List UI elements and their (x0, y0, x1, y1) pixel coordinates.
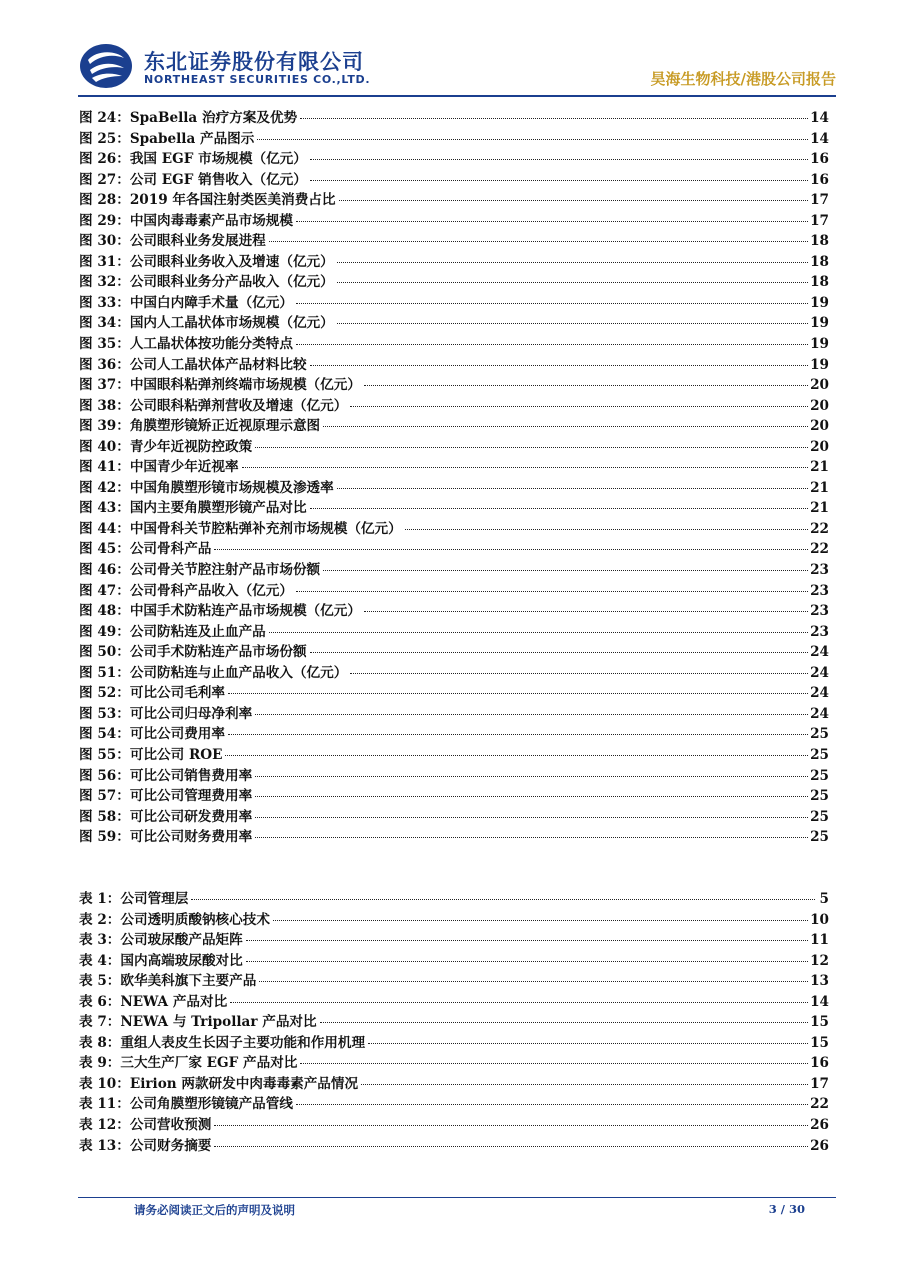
toc-entry-label: 表 12：公司营收预测 (79, 1117, 212, 1134)
dot-leader (228, 734, 808, 735)
toc-entry-page: 26 (810, 1117, 829, 1134)
toc-entry-label: 图 40：青少年近视防控政策 (79, 438, 253, 455)
dot-leader (255, 817, 808, 818)
table-index-list (79, 887, 829, 1154)
toc-entry-page: 15 (810, 1034, 829, 1051)
figure-index-entry[interactable] (79, 476, 829, 497)
dot-leader (255, 714, 808, 715)
toc-entry-page: 22 (810, 541, 829, 558)
toc-entry-label: 图 45：公司骨科产品 (79, 541, 212, 558)
toc-entry-page: 17 (810, 212, 829, 229)
company-name-en: NORTHEAST SECURITIES CO.,LTD. (144, 73, 371, 86)
figure-index-entry[interactable] (79, 661, 829, 682)
figure-index-entry[interactable] (79, 537, 829, 558)
table-index-entry[interactable] (79, 1051, 829, 1072)
toc-entry-label: 图 41：中国青少年近视率 (79, 459, 239, 476)
dot-leader (230, 1002, 808, 1003)
figure-index-entry[interactable] (79, 579, 829, 600)
figure-index-entry[interactable] (79, 620, 829, 641)
figure-index-entry[interactable] (79, 147, 829, 168)
dot-leader (300, 1063, 808, 1064)
toc-entry-label: 图 47：公司骨科产品收入（亿元） (79, 582, 293, 599)
dot-leader (323, 426, 808, 427)
toc-entry-label: 图 25：Spabella 产品图示 (79, 130, 255, 147)
toc-entry-label: 图 34：国内人工晶状体市场规模（亿元） (79, 315, 334, 332)
dot-leader (310, 159, 808, 160)
figure-index-entry[interactable] (79, 188, 829, 209)
toc-entry-label: 图 49：公司防粘连及止血产品 (79, 623, 266, 640)
toc-entry-page: 19 (810, 294, 829, 311)
toc-entry-label: 表 5：欧华美科旗下主要产品 (79, 973, 257, 990)
dot-leader (296, 303, 808, 304)
dot-leader (255, 447, 808, 448)
dot-leader (310, 652, 809, 653)
toc-entry-label: 表 4：国内高端玻尿酸对比 (79, 952, 243, 969)
toc-entry-label: 图 48：中国手术防粘连产品市场规模（亿元） (79, 603, 361, 620)
toc-entry-page: 24 (810, 685, 829, 702)
toc-entry-page: 21 (810, 479, 829, 496)
figure-index-entry[interactable] (79, 435, 829, 456)
dot-leader (255, 776, 808, 777)
dot-leader (259, 981, 808, 982)
toc-entry-label: 图 29：中国肉毒毒素产品市场规模 (79, 212, 293, 229)
toc-entry-page: 22 (810, 1096, 829, 1113)
disclaimer-note: 请务必阅读正文后的声明及说明 (134, 1203, 295, 1217)
figure-index-entry[interactable] (79, 496, 829, 517)
dot-leader (296, 1104, 808, 1105)
dot-leader (214, 1125, 808, 1126)
figure-index-entry[interactable] (79, 558, 829, 579)
dot-leader (310, 508, 809, 509)
toc-entry-page: 12 (810, 952, 829, 969)
toc-entry-label: 表 2：公司透明质酸钠核心技术 (79, 911, 270, 928)
toc-entry-page: 20 (810, 418, 829, 435)
dot-leader (296, 591, 808, 592)
figure-index-entry[interactable] (79, 291, 829, 312)
toc-entry-label: 表 13：公司财务摘要 (79, 1137, 212, 1154)
toc-entry-page: 19 (810, 315, 829, 332)
toc-entry-page: 20 (810, 377, 829, 394)
toc-entry-page: 25 (810, 726, 829, 743)
toc-entry-page: 18 (810, 274, 829, 291)
page-header (78, 42, 836, 94)
dot-leader (273, 920, 808, 921)
toc-entry-page: 19 (810, 336, 829, 353)
figure-index-entry[interactable] (79, 353, 829, 374)
figure-index-entry[interactable] (79, 455, 829, 476)
dot-leader (246, 940, 808, 941)
figure-index-entry[interactable] (79, 825, 829, 846)
toc-entry-label: 图 24：SpaBella 治疗方案及优势 (79, 110, 298, 126)
toc-entry-label: 表 6：NEWA 产品对比 (79, 993, 228, 1010)
toc-entry-page: 5 (819, 891, 829, 907)
toc-entry-label: 图 30：公司眼科业务发展进程 (79, 233, 266, 250)
toc-entry-page: 18 (810, 253, 829, 270)
toc-entry-label: 表 1：公司管理层 (79, 891, 189, 907)
toc-entry-label: 图 35：人工晶状体按功能分类特点 (79, 336, 293, 353)
toc-entry-label: 图 38：公司眼科粘弹剂营收及增速（亿元） (79, 397, 348, 414)
table-index-entry[interactable] (79, 1113, 829, 1134)
figure-index-entry[interactable] (79, 702, 829, 723)
toc-entry-page: 24 (810, 664, 829, 681)
dot-leader (246, 961, 808, 962)
toc-entry-page: 17 (810, 1075, 829, 1092)
dot-leader (364, 385, 808, 386)
toc-entry-page: 24 (810, 705, 829, 722)
toc-entry-page: 13 (810, 973, 829, 990)
dot-leader (255, 796, 808, 797)
toc-entry-label: 表 9：三大生产厂家 EGF 产品对比 (79, 1055, 298, 1072)
toc-entry-page: 25 (810, 808, 829, 825)
toc-entry-label: 图 55：可比公司 ROE (79, 746, 223, 763)
toc-entry-page: 10 (810, 911, 829, 928)
northeast-securities-logo-icon (78, 42, 138, 90)
dot-leader (337, 282, 808, 283)
toc-entry-label: 图 46：公司骨关节腔注射产品市场份额 (79, 562, 321, 579)
toc-entry-page: 19 (810, 356, 829, 373)
toc-entry-page: 16 (810, 1055, 829, 1072)
toc-entry-label: 图 36：公司人工晶状体产品材料比较 (79, 356, 307, 373)
table-index-entry[interactable] (79, 928, 829, 949)
toc-entry-page: 14 (810, 110, 829, 126)
table-index-entry[interactable] (79, 1010, 829, 1031)
toc-entry-label: 图 44：中国骨科关节腔粘弹补充剂市场规模（亿元） (79, 520, 402, 537)
toc-entry-page: 20 (810, 438, 829, 455)
toc-entry-label: 图 51：公司防粘连与止血产品收入（亿元） (79, 664, 348, 681)
figure-index-entry[interactable] (79, 209, 829, 230)
toc-entry-page: 25 (810, 788, 829, 805)
toc-entry-page: 21 (810, 500, 829, 517)
company-name-cn: 东北证券股份有限公司 (144, 50, 364, 74)
figure-index-entry[interactable] (79, 394, 829, 415)
toc-entry-label: 表 7：NEWA 与 Tripollar 产品对比 (79, 1014, 317, 1031)
table-index-entry[interactable] (79, 969, 829, 990)
dot-leader (339, 200, 809, 201)
dot-leader (361, 1084, 808, 1085)
figure-index-entry[interactable] (79, 332, 829, 353)
dot-leader (300, 118, 808, 119)
dot-leader (269, 632, 808, 633)
header-divider (78, 95, 836, 97)
report-title: 昊海生物科技/港股公司报告 (650, 70, 836, 88)
toc-entry-page: 23 (810, 582, 829, 599)
figure-index-entry[interactable] (79, 229, 829, 250)
figure-index-entry[interactable] (79, 599, 829, 620)
dot-leader (269, 241, 808, 242)
toc-entry-label: 图 37：中国眼科粘弹剂终端市场规模（亿元） (79, 377, 361, 394)
footer-divider (78, 1197, 836, 1198)
toc-entry-page: 25 (810, 746, 829, 763)
toc-entry-label: 图 39：角膜塑形镜矫正近视原理示意图 (79, 418, 321, 435)
toc-entry-page: 20 (810, 397, 829, 414)
toc-entry-page: 17 (810, 192, 829, 209)
figure-index-entry[interactable] (79, 414, 829, 435)
toc-entry-page: 16 (810, 171, 829, 188)
toc-entry-label: 图 57：可比公司管理费用率 (79, 788, 253, 805)
dot-leader (310, 180, 808, 181)
dot-leader (214, 549, 808, 550)
figure-index-entry[interactable] (79, 640, 829, 661)
figure-index-entry[interactable] (79, 784, 829, 805)
dot-leader (191, 899, 815, 900)
dot-leader (228, 693, 808, 694)
dot-leader (255, 837, 808, 838)
figure-index-entry[interactable] (79, 764, 829, 785)
dot-leader (337, 262, 808, 263)
toc-entry-page: 23 (810, 603, 829, 620)
dot-leader (368, 1043, 808, 1044)
dot-leader (337, 323, 808, 324)
toc-entry-label: 图 58：可比公司研发费用率 (79, 808, 253, 825)
dot-leader (323, 570, 808, 571)
toc-entry-page: 22 (810, 520, 829, 537)
table-index-entry[interactable] (79, 1031, 829, 1052)
dot-leader (296, 221, 808, 222)
toc-entry-label: 表 11：公司角膜塑形镜镜产品管线 (79, 1096, 293, 1113)
dot-leader (350, 673, 808, 674)
toc-entry-page: 16 (810, 151, 829, 168)
figure-index-entry[interactable] (79, 250, 829, 271)
page-number: 3 / 30 (768, 1202, 805, 1216)
toc-entry-label: 图 27：公司 EGF 销售收入（亿元） (79, 171, 307, 188)
dot-leader (296, 344, 808, 345)
dot-leader (214, 1146, 808, 1147)
toc-entry-page: 18 (810, 233, 829, 250)
toc-entry-label: 图 53：可比公司归母净利率 (79, 705, 253, 722)
toc-entry-label: 图 26：我国 EGF 市场规模（亿元） (79, 151, 307, 168)
dot-leader (242, 467, 808, 468)
dot-leader (225, 755, 808, 756)
toc-entry-label: 图 54：可比公司费用率 (79, 726, 225, 743)
toc-entry-label: 图 59：可比公司财务费用率 (79, 829, 253, 846)
toc-entry-label: 表 3：公司玻尿酸产品矩阵 (79, 932, 243, 949)
toc-entry-label: 图 42：中国角膜塑形镜市场规模及渗透率 (79, 479, 334, 496)
toc-entry-label: 图 52：可比公司毛利率 (79, 685, 225, 702)
toc-entry-page: 14 (810, 993, 829, 1010)
figure-index-entry[interactable] (79, 722, 829, 743)
toc-entry-page: 15 (810, 1014, 829, 1031)
toc-entry-label: 图 32：公司眼科业务分产品收入（亿元） (79, 274, 334, 291)
dot-leader (310, 365, 809, 366)
table-index-entry[interactable] (79, 949, 829, 970)
toc-entry-label: 表 10：Eirion 两款研发中肉毒毒素产品情况 (79, 1075, 359, 1092)
table-index-entry[interactable] (79, 887, 829, 908)
dot-leader (257, 139, 808, 140)
dot-leader (405, 529, 808, 530)
dot-leader (320, 1022, 808, 1023)
toc-entry-label: 表 8：重组人表皮生长因子主要功能和作用机理 (79, 1034, 366, 1051)
table-index-entry[interactable] (79, 1092, 829, 1113)
figure-index-entry[interactable] (79, 805, 829, 826)
toc-entry-page: 25 (810, 829, 829, 846)
figure-index-list (79, 106, 829, 846)
figure-index-entry[interactable] (79, 106, 829, 127)
table-index-entry[interactable] (79, 908, 829, 929)
figure-index-entry[interactable] (79, 517, 829, 538)
figure-index-entry[interactable] (79, 681, 829, 702)
toc-entry-label: 图 56：可比公司销售费用率 (79, 767, 253, 784)
figure-index-entry[interactable] (79, 127, 829, 148)
table-index-entry[interactable] (79, 990, 829, 1011)
figure-index-entry[interactable] (79, 373, 829, 394)
figure-index-entry[interactable] (79, 743, 829, 764)
dot-leader (350, 406, 808, 407)
dot-leader (337, 488, 808, 489)
toc-entry-page: 11 (810, 932, 829, 949)
table-index-entry[interactable] (79, 1134, 829, 1155)
toc-entry-label: 图 43：国内主要角膜塑形镜产品对比 (79, 500, 307, 517)
toc-entry-label: 图 33：中国白内障手术量（亿元） (79, 294, 293, 311)
dot-leader (364, 611, 808, 612)
figure-index-entry[interactable] (79, 270, 829, 291)
toc-entry-page: 14 (810, 130, 829, 147)
toc-entry-label: 图 50：公司手术防粘连产品市场份额 (79, 644, 307, 661)
figure-index-entry[interactable] (79, 168, 829, 189)
toc-entry-page: 24 (810, 644, 829, 661)
toc-entry-page: 23 (810, 562, 829, 579)
toc-entry-page: 25 (810, 767, 829, 784)
toc-entry-label: 图 31：公司眼科业务收入及增速（亿元） (79, 253, 334, 270)
toc-entry-page: 23 (810, 623, 829, 640)
toc-entry-page: 26 (810, 1137, 829, 1154)
toc-entry-label: 图 28：2019 年各国注射类医美消费占比 (79, 192, 336, 209)
table-index-entry[interactable] (79, 1072, 829, 1093)
toc-entry-page: 21 (810, 459, 829, 476)
figure-index-entry[interactable] (79, 311, 829, 332)
